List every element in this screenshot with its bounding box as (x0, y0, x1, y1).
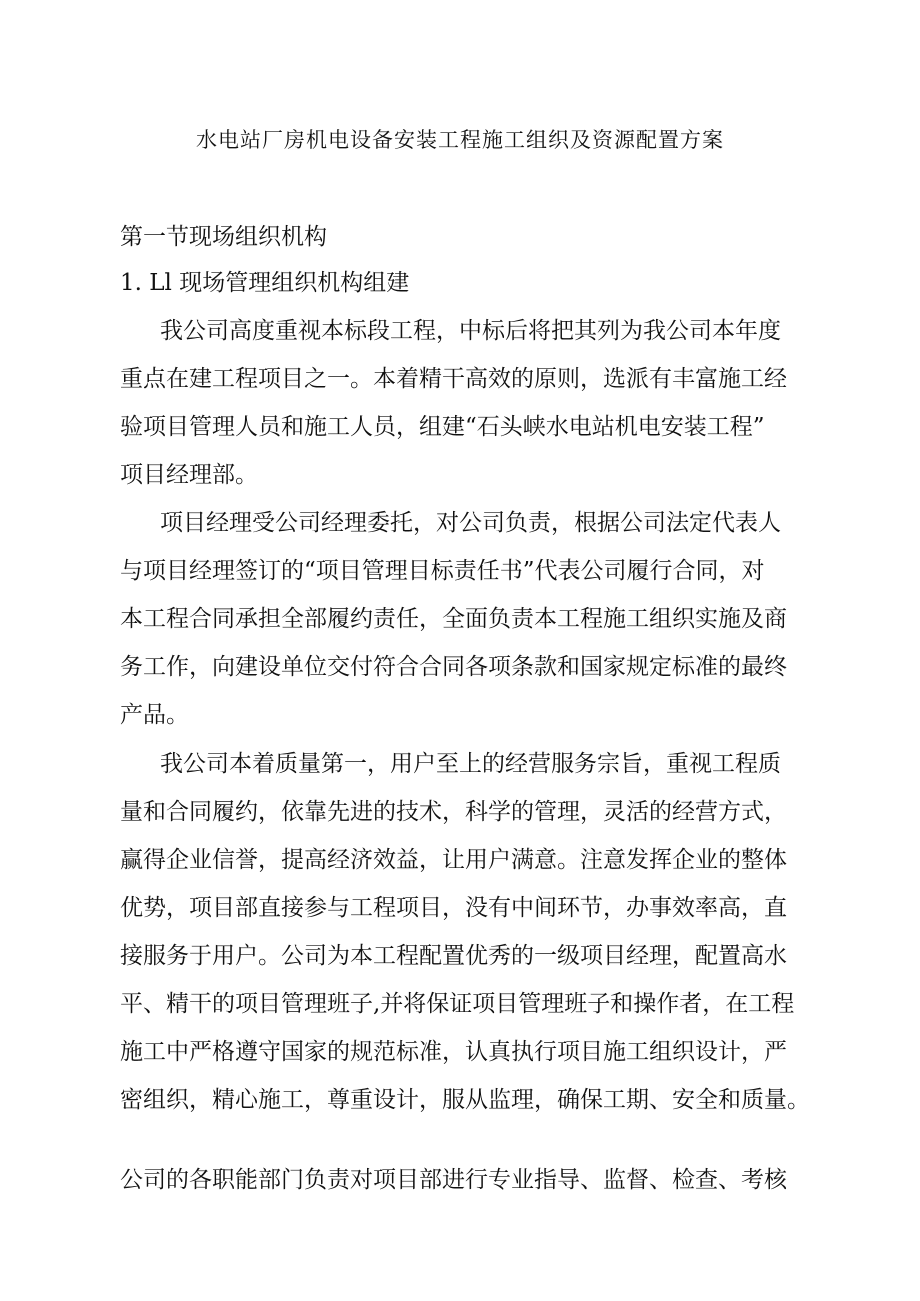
paragraph-line: 本工程合同承担全部履约责任，全面负责本工程施工组织实施及商 (120, 606, 787, 632)
paragraph-line: 密组织，精心施工，尊重设计，服从监理，确保工期、安全和质量。 (120, 1087, 810, 1113)
paragraph-line: 平、精干的项目管理班子,并将保证项目管理班子和操作者，在工程 (120, 991, 795, 1017)
paragraph-line: 重点在建工程项目之一。本着精干高效的原则，选派有丰富施工经 (120, 366, 787, 392)
sub-heading: 1. Ll 现场管理组织机构组建 (120, 270, 410, 296)
paragraph-2 (120, 499, 800, 739)
paragraph-line: 验项目管理人员和施工人员，组建“石头峡水电站机电安装工程” (120, 414, 765, 440)
paragraph-line: 公司的各职能部门负责对项目部进行专业指导、监督、检查、考核 (120, 1167, 787, 1193)
paragraph-line: 优势，项目部直接参与工程项目，没有中间环节，办事效率高，直 (120, 895, 787, 921)
paragraph-line: 与项目经理签订的“项目管理目标责任书”代表公司履行合同，对 (120, 558, 765, 584)
paragraph-line: 赢得企业信誉，提高经济效益，让用户满意。注意发挥企业的整体 (120, 847, 787, 873)
section-heading: 第一节现场组织机构 (120, 224, 327, 250)
paragraph-line: 接服务于用户。公司为本工程配置优秀的一级项目经理，配置高水 (120, 943, 787, 969)
paragraph-line: 产品。 (120, 702, 189, 728)
paragraph-line: 量和合同履约，依靠先进的技术，科学的管理，灵活的经营方式， (120, 799, 787, 825)
paragraph-line: 施工中严格遵守国家的规范标准，认真执行项目施工组织设计，严 (120, 1039, 787, 1065)
paragraph-line: 我公司本着质量第一，用户至上的经营服务宗旨，重视工程质 (160, 751, 781, 777)
document-title: 水电站厂房机电设备安装工程施工组织及资源配置方案 (196, 128, 724, 152)
paragraph-line: 我公司高度重视本标段工程，中标后将把其列为我公司本年度 (160, 318, 781, 344)
paragraph-1 (120, 307, 800, 499)
paragraph-line: 务工作，向建设单位交付符合合同各项条款和国家规定标准的最终 (120, 654, 787, 680)
paragraph-3 (120, 740, 810, 1124)
paragraph-line: 项目经理受公司经理委托，对公司负责，根据公司法定代表人 (160, 510, 781, 536)
paragraph-4 (120, 1156, 800, 1204)
paragraph-line: 项目经理部。 (120, 462, 258, 488)
